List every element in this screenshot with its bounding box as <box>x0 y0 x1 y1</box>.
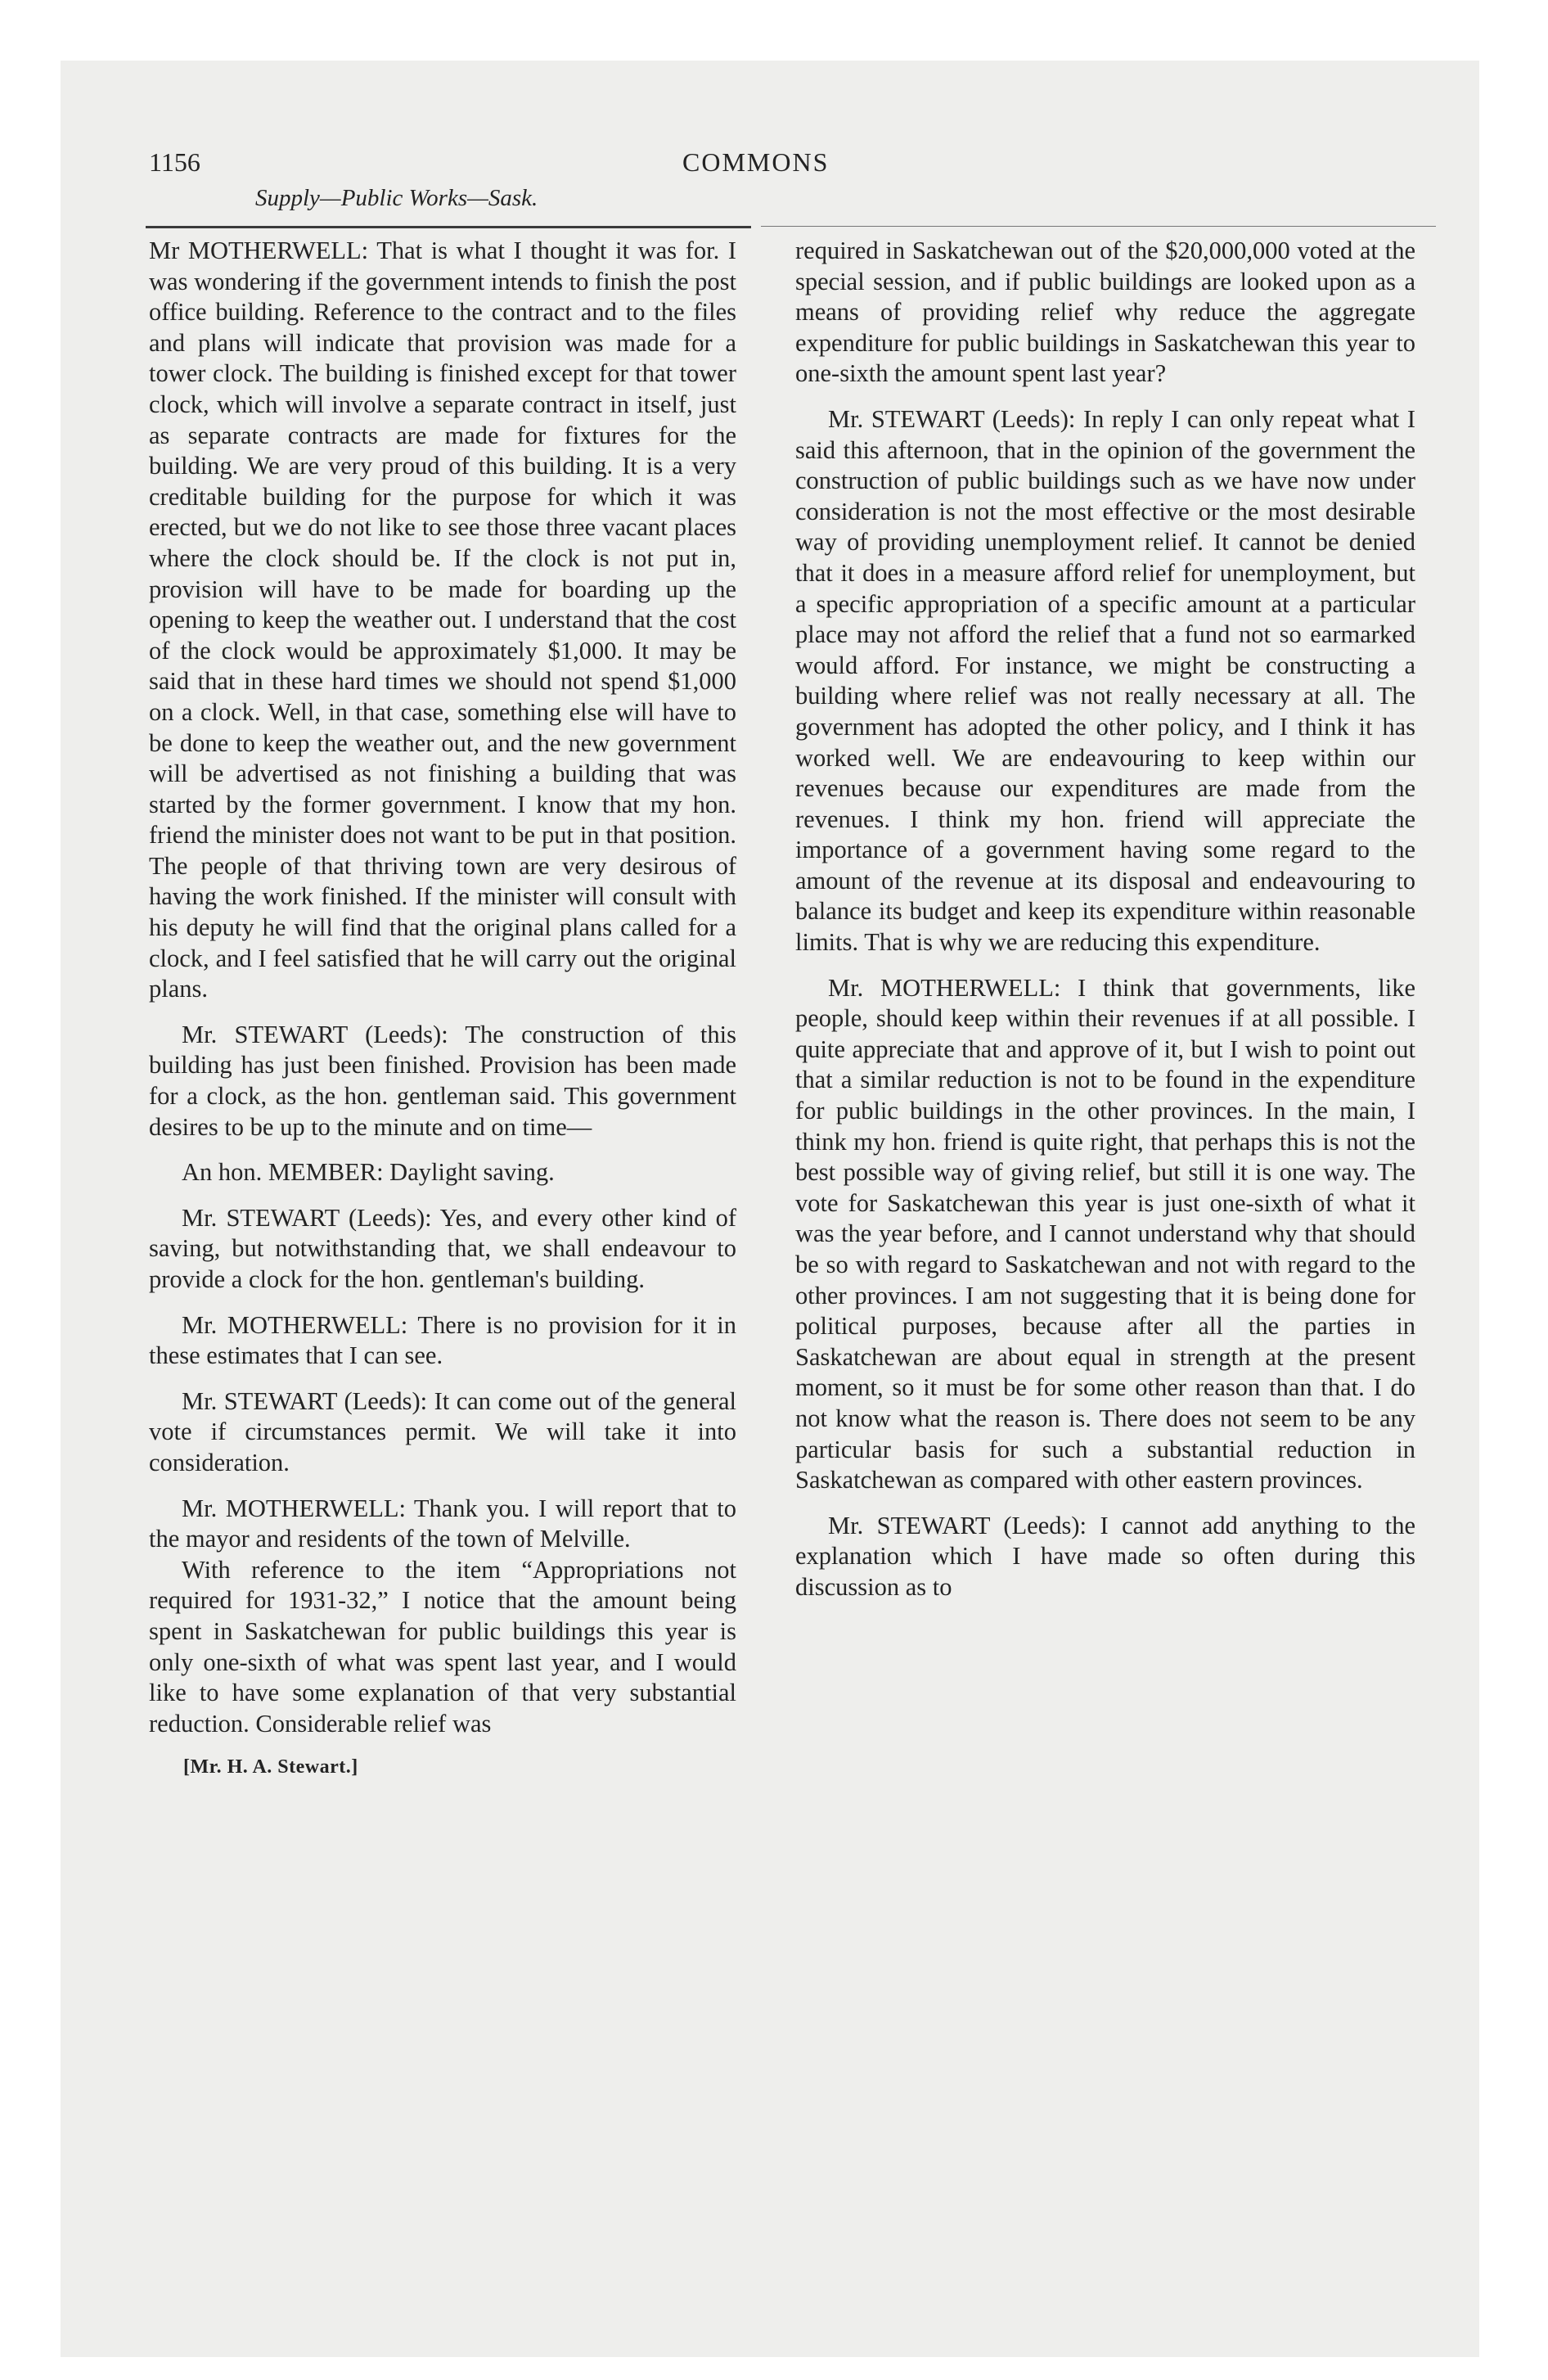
paragraph: With reference to the item “Appropriations not required for 1931-32,” I notice that the amount being spent in Saskatchewan for public buildings this year is only one-sixth of what was spent last year, and I would like to have some explanation of that very substantial reduction. Considerable relief was <box>149 1555 736 1738</box>
paragraph: Mr MOTHERWELL: That is what I thought it was for. I was wondering if the government intends to finish the post office building. Reference to the contract and to the files and plans will indicate that provision was made for a tower clock. The building is finished except for that tower clock, which will involve a separate contract in itself, just as separate contracts are made for fixtures for the building. We are very proud of this building. It is a very creditable building for the purpose for which it was erected, but we do not like to see those three vacant places where the clock should be. If the clock is not put in, provision will have to be made for boarding up the opening to keep the weather out. I understand that the cost of the clock would be approximately $1,000. It may be said that in these hard times we should not spend $1,000 on a clock. Well, in that case, something else will have to be done to keep the weather out, and the new government will be advertised as not finishing a building that was started by the former government. I know that my hon. friend the minister does not want to be put in that position. The people of that thriving town are very desirous of having the work finished. If the minister will consult with his deputy he will find that the original plans called for a clock, and I feel satisfied that he will carry out the original plans. <box>149 237 736 1003</box>
right-column <box>795 236 1415 1603</box>
paragraph: Mr. STEWART (Leeds): Yes, and every other kind of saving, but notwithstanding that, we shall endeavour to provide a clock for the hon. gentleman's building. <box>149 1203 736 1293</box>
section-subtitle: Supply—Public Works—Sask. <box>255 185 538 211</box>
paragraph: Mr. STEWART (Leeds): The construction of this building has just been finished. Provision has been made for a clock, as the hon. gentleman said. This government desires to be up to the minute and on time— <box>149 1020 736 1141</box>
paragraph: An hon. MEMBER: Daylight saving. <box>182 1158 555 1187</box>
header-rule-thin <box>761 226 1436 227</box>
paragraph: Mr. STEWART (Leeds): In reply I can only repeat what I said this afternoon, that in the opinion of the government the construction of public buildings such as we have now under consideration is not the most effective or the most desirable way of providing unemployment relief. It cannot be denied that it does in a measure afford relief for unemployment, but a specific appropriation of a specific amount at a particular place may not afford the relief that a fund not so earmarked would afford. For instance, we might be constructing a building where relief was not really necessary at all. The government has adopted the other policy, and I think it has worked well. We are endeavouring to keep within our revenues because our expenditures are made from the revenues. I think my hon. friend will appreciate the importance of a government having some regard to the amount of the revenue at its disposal and endeavouring to balance its budget and keep its expenditure within reasonable limits. That is why we are reducing this expenditure. <box>795 404 1415 957</box>
footer-attribution: [Mr. H. A. Stewart.] <box>183 1756 358 1778</box>
paragraph: required in Saskatchewan out of the $20,000,000 voted at the special session, and if public buildings are looked upon as a means of providing relief why reduce the aggregate expenditure for public buildings in Saskatchewan this year to one-sixth the amount spent last year? <box>795 237 1415 388</box>
left-column <box>149 236 736 1783</box>
running-title: COMMONS <box>682 147 830 177</box>
paragraph: Mr. STEWART (Leeds): It can come out of the general vote if circumstances permit. We will take it into consideration. <box>149 1386 736 1476</box>
paragraph: Mr. MOTHERWELL: I think that governments, like people, should keep within their revenues if at all possible. I quite appreciate that and approve of it, but I wish to point out that a similar reduction is not to be found in the expenditure for public buildings in the other provinces. In the main, I think my hon. friend is quite right, that perhaps this is not the best possible way of giving relief, but still it is one way. The vote for Saskatchewan this year is just one-sixth of what it was the year before, and I cannot understand why that should be so with regard to Saskatchewan and not with regard to the other provinces. I am not suggesting that it is being done for political purposes, because after all the parties in Saskatchewan are about equal in strength at the present moment, so it must be for some other reason than that. I do not know what the reason is. There does not seem to be any particular basis for such a substantial reduction in Saskatchewan as compared with other eastern provinces. <box>795 973 1415 1494</box>
header-rule <box>146 226 751 228</box>
paragraph: Mr. MOTHERWELL: There is no provision for it in these estimates that I can see. <box>149 1310 736 1370</box>
page-number: 1156 <box>149 147 200 177</box>
paragraph: Mr. STEWART (Leeds): I cannot add anything to the explanation which I have made so often during this discussion as to <box>795 1511 1415 1601</box>
paragraph: Mr. MOTHERWELL: Thank you. I will report that to the mayor and residents of the town of Melville. <box>149 1494 736 1553</box>
